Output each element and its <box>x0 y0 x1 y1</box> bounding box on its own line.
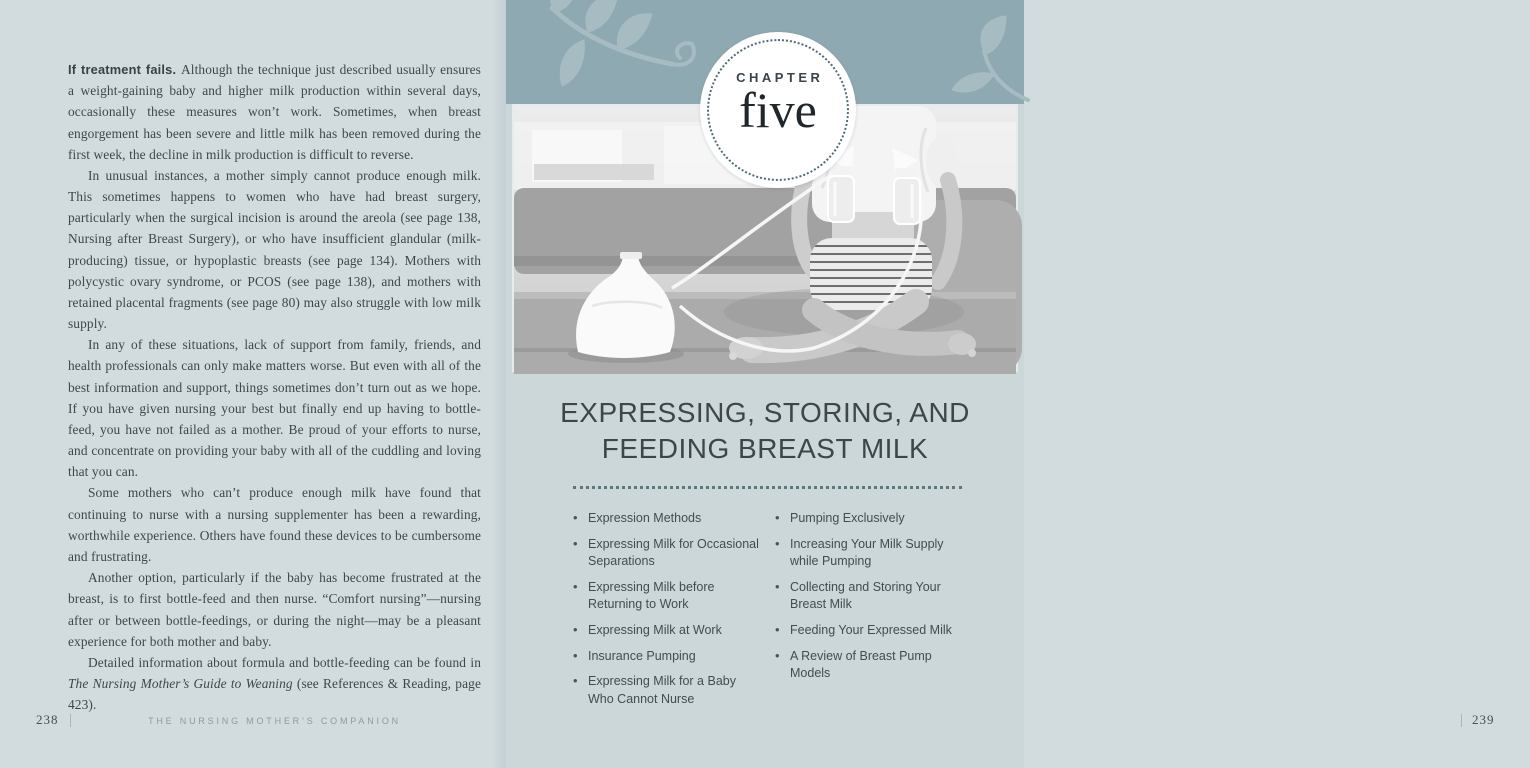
text-segment-normal: (see References & Reading, page 423). <box>68 676 481 713</box>
paragraph <box>68 59 481 165</box>
contents-item-label: Expressing Milk for Occasional Separations <box>588 536 759 568</box>
left-page-number: 238 <box>36 712 59 727</box>
right-page-footer <box>1012 712 1530 730</box>
text-segment-normal: Some mothers who can’t produce enough milk have found that continuing to nurse with a nursing supplementer has been a rewarding, worthwhile experience. Others have found these devices to be cumbersome and frustrating. <box>68 485 481 564</box>
chapter-contents <box>573 510 973 716</box>
bullet-icon: • <box>573 621 578 637</box>
contents-item-label: Insurance Pumping <box>588 648 696 663</box>
paragraph <box>68 567 481 652</box>
chapter-number: five <box>739 82 817 138</box>
spine-shadow <box>492 0 506 768</box>
body-text-column <box>68 59 481 715</box>
bullet-icon: • <box>775 578 780 594</box>
contents-item-label: Expression Methods <box>588 511 702 525</box>
chapter-badge <box>700 32 856 188</box>
contents-item <box>573 648 761 665</box>
leaf-ornament-right <box>944 24 1028 108</box>
text-segment-normal: In any of these situations, lack of support from family, friends, and health professionals can only make matters worse. But even with all of the best information and support, things sometimes don’t turn out as we hope. If you have given nursing your best but finally end up having to bottle-feed, you have not failed as a mother. Be proud of your efforts to nurse, and concentrate on providing your baby with all of the cuddling and loving that you can. <box>68 337 481 480</box>
contents-item <box>573 536 761 571</box>
paragraph <box>68 165 481 334</box>
left-page <box>0 0 506 768</box>
right-page-number: 239 <box>1472 712 1495 727</box>
chapter-contents-right-column <box>775 510 973 716</box>
contents-item-label: Expressing Milk at Work <box>588 622 722 637</box>
contents-item <box>573 673 761 708</box>
contents-item <box>775 510 973 527</box>
text-segment-normal: Although the technique just described usually ensures a weight-gaining baby and higher milk production within several days, occasionally these measures won’t work. Sometimes, when breast engorgement has been severe and little milk has been removed during the first week, the decline in milk production is difficult to reverse. <box>68 62 481 162</box>
left-page-footer <box>0 712 506 730</box>
contents-item <box>775 648 973 683</box>
contents-item <box>775 536 973 571</box>
paragraph <box>68 334 481 482</box>
chapter-contents-left-column <box>573 510 761 716</box>
bullet-icon: • <box>775 621 780 637</box>
chapter-title-line1: EXPRESSING, STORING, AND <box>560 397 970 428</box>
chapter-label: CHAPTER <box>736 70 824 85</box>
bullet-icon: • <box>573 578 578 594</box>
text-segment-normal: Another option, particularly if the baby has become frustrated at the breast, is to first bottle-feed and then nurse. “Comfort nursing”—nursing after or between bottle-feedings, or during the night—may be a pleasant experience for both mother and baby. <box>68 570 481 649</box>
running-title: THE NURSING MOTHER’S COMPANION <box>148 716 401 726</box>
contents-item-label: Expressing Milk before Returning to Work <box>588 579 715 611</box>
contents-item <box>573 622 761 639</box>
contents-item-label: A Review of Breast Pump Models <box>790 648 932 680</box>
bullet-icon: • <box>573 647 578 663</box>
paragraph <box>68 652 481 716</box>
text-segment-italic: The Nursing Mother’s Guide to Weaning <box>68 676 293 692</box>
text-segment-lead: If treatment fails. <box>68 62 182 77</box>
contents-item-label: Feeding Your Expressed Milk <box>790 622 952 637</box>
contents-item-label: Collecting and Storing Your Breast Milk <box>790 579 941 611</box>
bullet-icon: • <box>775 535 780 551</box>
right-page <box>506 0 1495 768</box>
contents-item-label: Expressing Milk for a Baby Who Cannot Nurse <box>588 674 736 706</box>
contents-item-label: Increasing Your Milk Supply while Pumping <box>790 536 944 568</box>
bullet-icon: • <box>775 647 780 663</box>
dotted-rule <box>573 486 962 489</box>
footer-divider <box>1461 714 1462 727</box>
chapter-title-line2: FEEDING BREAST MILK <box>601 432 929 464</box>
contents-item <box>775 579 973 614</box>
bullet-icon: • <box>573 535 578 551</box>
leaf-ornament-left <box>522 0 712 104</box>
text-segment-normal: In unusual instances, a mother simply cannot produce enough milk. This sometimes happens to women who have had breast surgery, particularly when the surgical incision is around the areola (see page 138, Nursing after Breast Surgery), or who have insufficient glandular (milk-producing) tissue, or hypoplastic breasts (see page 134). Mothers with polycystic ovary syndrome, or PCOS (see page 138), and mothers with retained placental fragments (see page 80) may also struggle with low milk supply. <box>68 167 481 332</box>
bullet-icon: • <box>775 510 780 525</box>
chapter-title <box>506 395 1024 467</box>
contents-item <box>573 510 761 527</box>
contents-item-label: Pumping Exclusively <box>790 511 905 525</box>
bullet-icon: • <box>573 673 578 689</box>
contents-item <box>775 622 973 639</box>
bullet-icon: • <box>573 510 578 525</box>
paragraph <box>68 482 481 567</box>
contents-item <box>573 579 761 614</box>
text-segment-normal: Detailed information about formula and bottle-feeding can be found in <box>88 654 481 670</box>
